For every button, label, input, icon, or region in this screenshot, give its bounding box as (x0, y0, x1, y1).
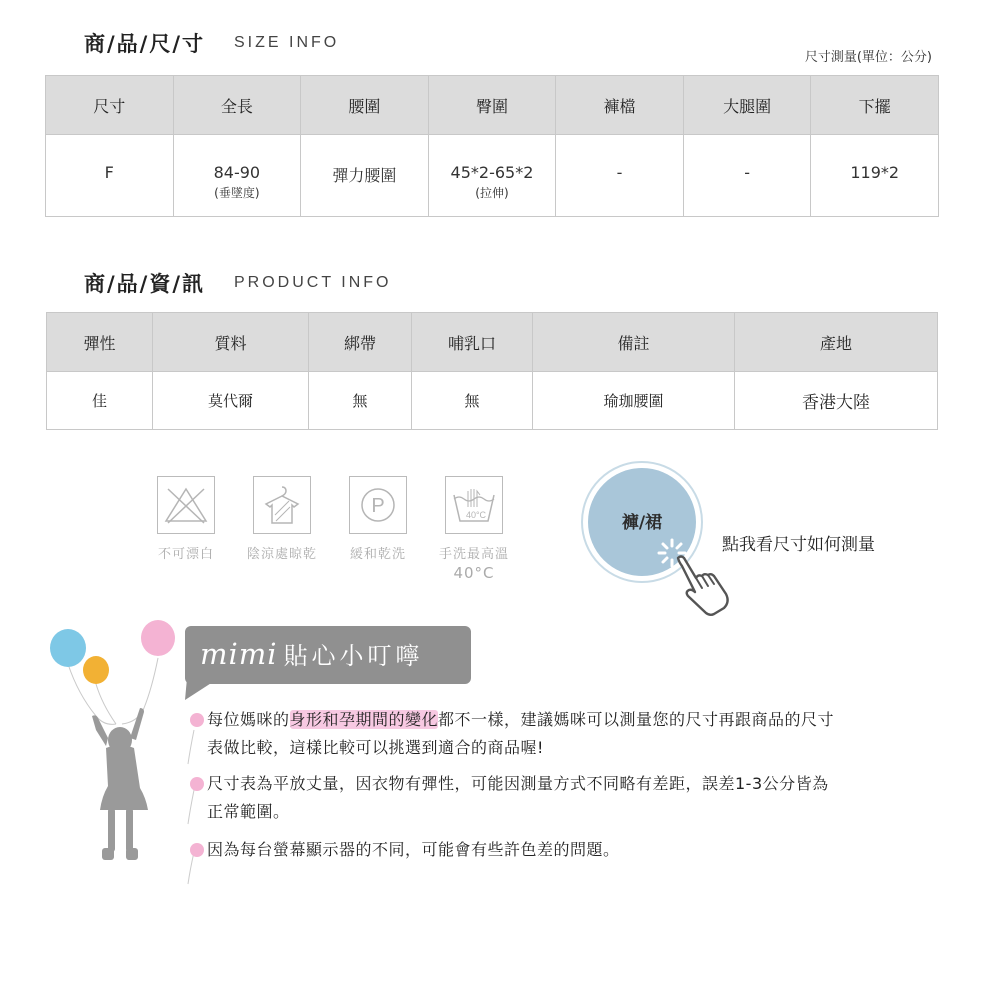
product-info-table (46, 312, 938, 430)
blue-balloon (50, 629, 86, 667)
info-cell-note: 瑜珈腰圍 (533, 372, 735, 430)
length-note: (垂墜度) (214, 186, 260, 200)
info-cell-origin: 香港大陸 (735, 372, 938, 430)
tip-1-post: 都不一樣，建議媽咪可以測量您的尺寸再跟商品的尺寸 (438, 710, 835, 729)
info-header-strap: 綁帶 (309, 313, 412, 372)
size-section-subtitle: SIZE INFO (234, 34, 340, 51)
info-cell-nursing: 無 (412, 372, 533, 430)
info-cell-strap: 無 (309, 372, 412, 430)
tip-1-line2: 表做比較，這樣比較可以挑選到適合的商品喔! (207, 738, 544, 757)
size-section-title: 商/品/尺/寸 (84, 32, 206, 56)
info-cell-material: 莫代爾 (153, 372, 309, 430)
thigh-value: - (744, 163, 750, 182)
tip-2 (207, 770, 927, 826)
product-section-subtitle: PRODUCT INFO (234, 274, 392, 291)
info-cell-elasticity: 佳 (47, 372, 153, 430)
care-label-hand-wash-line2: 40°C (453, 564, 495, 582)
hand-wash-glyph: 40°C (465, 510, 487, 520)
measure-circle-label[interactable]: 褲/裙 (621, 513, 663, 533)
bubble-tail (183, 678, 223, 702)
shade-dry-icon (253, 476, 311, 534)
care-label-no-bleach: 不可漂白 (157, 547, 214, 562)
info-header-origin: 產地 (735, 313, 938, 372)
size-value: F (104, 163, 114, 182)
no-bleach-icon (157, 476, 215, 534)
care-label-hand-wash (426, 546, 522, 584)
crotch-value: - (616, 163, 623, 182)
info-header-elasticity: 彈性 (47, 313, 153, 372)
gentle-dry-clean-icon (349, 476, 407, 534)
size-cell-hip (428, 135, 556, 217)
hip-value: 45*2-65*2 (450, 163, 534, 182)
size-cell-length (173, 135, 301, 217)
product-section-title: 商/品/資/訊 (84, 272, 206, 296)
girl-silhouette (92, 708, 148, 860)
info-header-material: 質料 (153, 313, 309, 372)
hip-note: (拉伸) (475, 186, 509, 200)
size-table (45, 75, 939, 217)
length-value: 84-90 (213, 163, 261, 182)
orange-balloon (83, 656, 109, 684)
size-cell-size (46, 135, 174, 217)
balloon-girl-illustration (40, 612, 190, 872)
care-label-hand-wash-line1: 手洗最高溫 (438, 547, 509, 562)
care-gentle-dry-clean (330, 476, 426, 564)
size-cell-waist (301, 135, 429, 217)
care-hand-wash (426, 476, 522, 584)
size-header-length: 全長 (173, 76, 301, 135)
hand-wash-icon (445, 476, 503, 534)
bubble-title: 貼心小叮嚀 (283, 642, 424, 670)
size-cell-hem (811, 135, 939, 217)
info-header-note: 備註 (533, 313, 735, 372)
tips-decorative-threads (186, 718, 208, 888)
measure-guide-link[interactable]: 點我看尺寸如何測量 (722, 535, 875, 555)
tip-1-pre: 每位媽咪的 (207, 710, 290, 729)
tip-1 (207, 706, 927, 762)
waist-value: 彈力腰圍 (332, 166, 397, 185)
size-header-size: 尺寸 (46, 76, 174, 135)
size-cell-thigh (683, 135, 811, 217)
tip-bullet-2 (190, 777, 204, 791)
info-header-nursing: 哺乳口 (412, 313, 533, 372)
tip-3-text: 因為每台螢幕顯示器的不同，可能會有些許色差的問題。 (207, 840, 620, 859)
care-label-gentle-dry-clean: 緩和乾洗 (349, 547, 406, 562)
dry-clean-glyph: P (371, 495, 385, 517)
size-header-hip: 臀圍 (428, 76, 556, 135)
size-header-hem: 下擺 (811, 76, 939, 135)
size-cell-crotch (556, 135, 684, 217)
unit-note: 尺寸測量(單位：公分) (804, 50, 932, 65)
tip-3 (207, 836, 927, 864)
care-no-bleach (138, 476, 234, 564)
size-header-crotch: 褲檔 (556, 76, 684, 135)
tip-2-line1: 尺寸表為平放丈量，因衣物有彈性，可能因測量方式不同略有差距，誤差1-3公分皆為 (207, 774, 829, 793)
care-shade-dry (234, 476, 330, 564)
tips-bubble-title (200, 636, 424, 671)
care-label-shade-dry: 陰涼處晾乾 (246, 547, 317, 562)
tip-1-highlight: 身形和孕期間的變化 (289, 710, 439, 729)
hem-value: 119*2 (850, 163, 900, 182)
tip-2-line2: 正常範圍。 (207, 802, 290, 821)
bubble-brand: mimi (200, 637, 278, 671)
tip-bullet-1 (190, 713, 204, 727)
tip-bullet-3 (190, 843, 204, 857)
size-header-waist: 腰圍 (301, 76, 429, 135)
size-header-thigh: 大腿圍 (683, 76, 811, 135)
pink-balloon (141, 620, 175, 656)
